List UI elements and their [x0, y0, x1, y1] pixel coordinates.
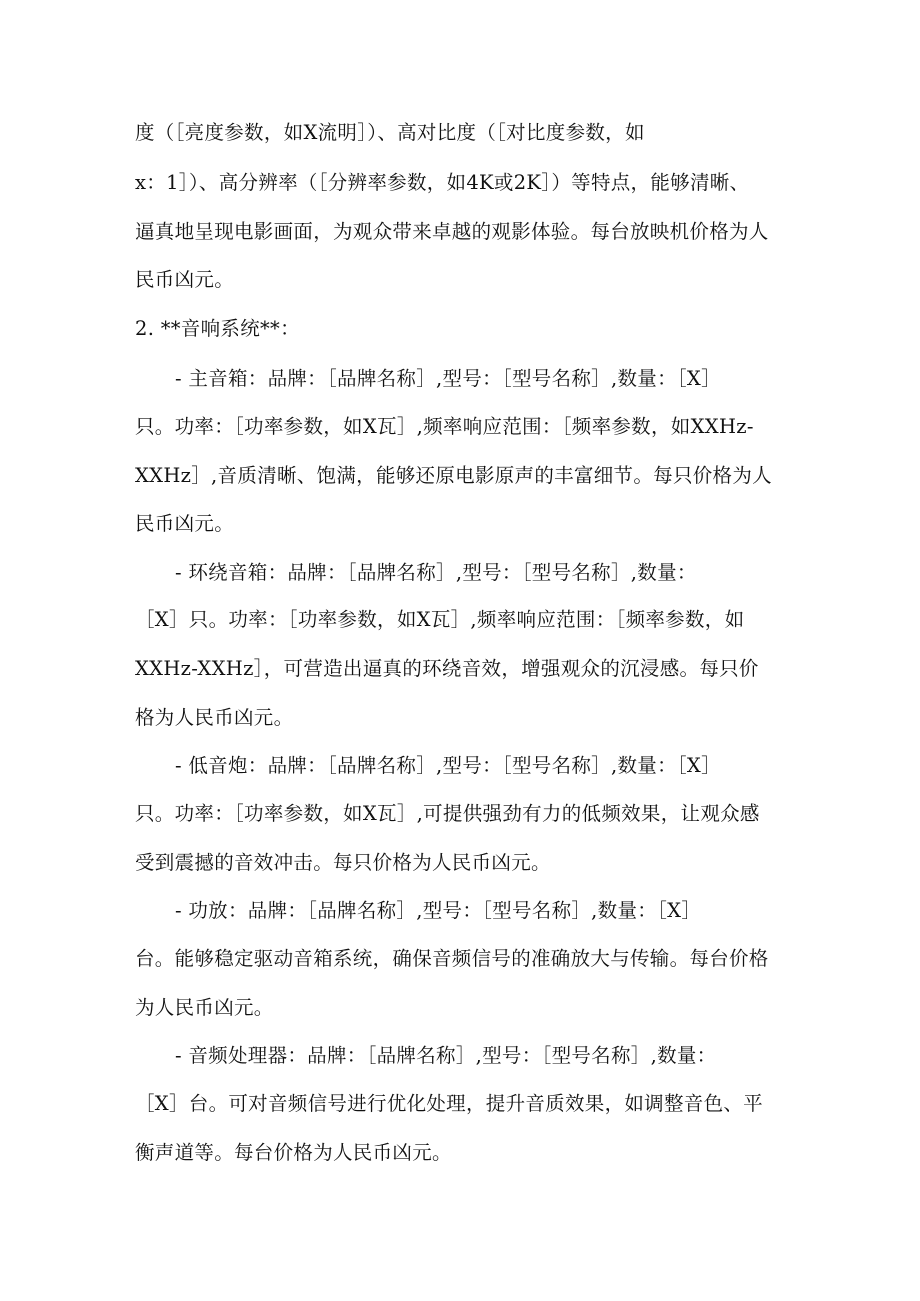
text-line: 只。功率：［功率参数，如X瓦］,频率响应范围：［频率参数，如XXHz- [135, 415, 754, 438]
text-line: XXHz］,音质清晰、饱满，能够还原电影原声的丰富细节。每只价格为人 [135, 464, 772, 487]
text-line: 民币凶元。 [135, 268, 235, 291]
text-line: 为人民币凶元。 [135, 996, 274, 1019]
text-line: x：1］）、高分辨率（［分辨率参数，如4K或2K］）等特点，能够清晰、 [135, 171, 750, 194]
text-line: 度（［亮度参数，如X流明］）、高对比度（［对比度参数，如 [135, 121, 645, 144]
text-line: 只。功率：［功率参数，如X瓦］,可提供强劲有力的低频效果，让观众感 [135, 802, 760, 825]
text-line: 受到震撼的音效冲击。每只价格为人民币凶元。 [135, 851, 551, 874]
text-line: - 功放：品牌：［品牌名称］,型号：［型号名称］,数量：［X］ [175, 899, 702, 922]
text-line: ［X］台。可对音频信号进行优化处理，提升音质效果，如调整音色、平 [135, 1092, 763, 1115]
text-line: - 主音箱：品牌：［品牌名称］,型号：［型号名称］,数量：［X］ [175, 367, 721, 390]
section-heading: 2. **音响系统**： [135, 317, 300, 340]
text-line: 民币凶元。 [135, 512, 235, 535]
text-line: 台。能够稳定驱动音箱系统，确保音频信号的准确放大与传输。每台价格 [135, 947, 769, 970]
text-line: - 低音炮：品牌：［品牌名称］,型号：［型号名称］,数量：［X］ [175, 754, 721, 777]
text-line: - 音频处理器：品牌：［品牌名称］,型号：［型号名称］,数量： [175, 1044, 717, 1067]
text-line: 逼真地呈现电影画面，为观众带来卓越的观影体验。每台放映机价格为人 [135, 220, 769, 243]
text-line: 格为人民币凶元。 [135, 706, 294, 729]
text-line: - 环绕音箱：品牌：［品牌名称］,型号：［型号名称］,数量： [175, 561, 697, 584]
text-line: XXHz-XXHz］，可营造出逼真的环绕音效，增强观众的沉浸感。每只价 [135, 657, 759, 680]
text-line: 衡声道等。每台价格为人民币凶元。 [135, 1141, 452, 1164]
text-line: ［X］只。功率：［功率参数，如X瓦］,频率响应范围：［频率参数，如 [135, 608, 745, 631]
